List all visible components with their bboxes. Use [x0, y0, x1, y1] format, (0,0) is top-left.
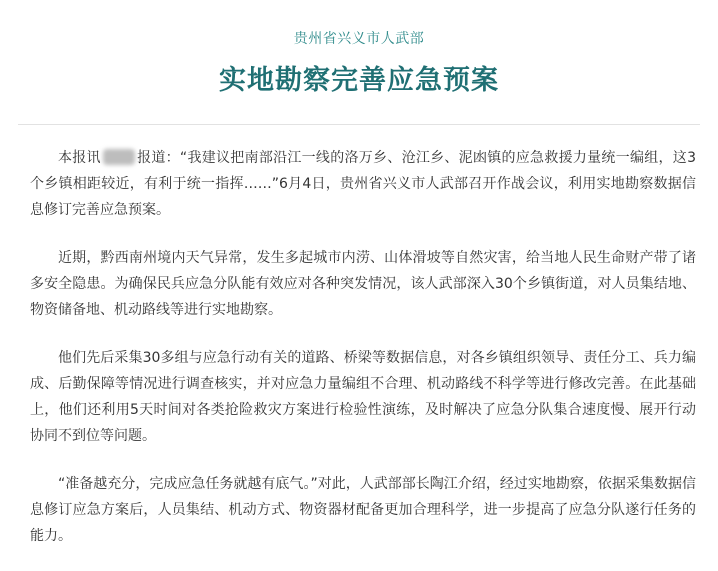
paragraph-3: 他们先后采集30多组与应急行动有关的道路、桥梁等数据信息，对各乡镇组织领导、责任分工、兵力编成、后勤保障等情况进行调查核实，并对应急力量编组不合理、机动路线不科学等进行修改完善。在此基础上，他们还利用5天时间对各类抢险救灾方案进行检验性演练，及时解决了应急分队集合速度慢、展开行动协同不到位等问题。	[30, 350, 696, 444]
paragraph-1-lead: 本报讯	[58, 150, 101, 166]
paragraph-1	[30, 145, 696, 223]
paragraph-4: “准备越充分，完成应急任务就越有底气。”对此，人武部部长陶江介绍，经过实地勘察，依据采集数据信息修订应急方案后，人员集结、机动方式、物资器材配备更加合理科学，进一步提高了应急分队遂行任务的能力。	[30, 476, 696, 544]
source-label: 贵州省兴义市人武部	[293, 31, 425, 47]
article-title: 实地勘察完善应急预案	[219, 65, 499, 96]
article-body	[30, 145, 696, 571]
header-divider	[18, 124, 700, 125]
paragraph-2: 近期，黔西南州境内天气异常，发生多起城市内涝、山体滑坡等自然灾害，给当地人民生命财产带了诸多安全隐患。为确保民兵应急分队能有效应对各种突发情况，该人武部深入30个乡镇街道，对人员集结地、物资储备地、机动路线等进行实地勘察。	[30, 250, 696, 318]
paragraph-1-text: 报道：“我建议把南部沿江一线的洛万乡、沧江乡、泥凼镇的应急救援力量统一编组，这3个乡镇相距较近，有利于统一指挥……”6月4日，贵州省兴义市人武部召开作战会议，利用实地勘察数据信息修订完善应急预案。	[30, 150, 696, 218]
redacted-name	[103, 149, 135, 165]
